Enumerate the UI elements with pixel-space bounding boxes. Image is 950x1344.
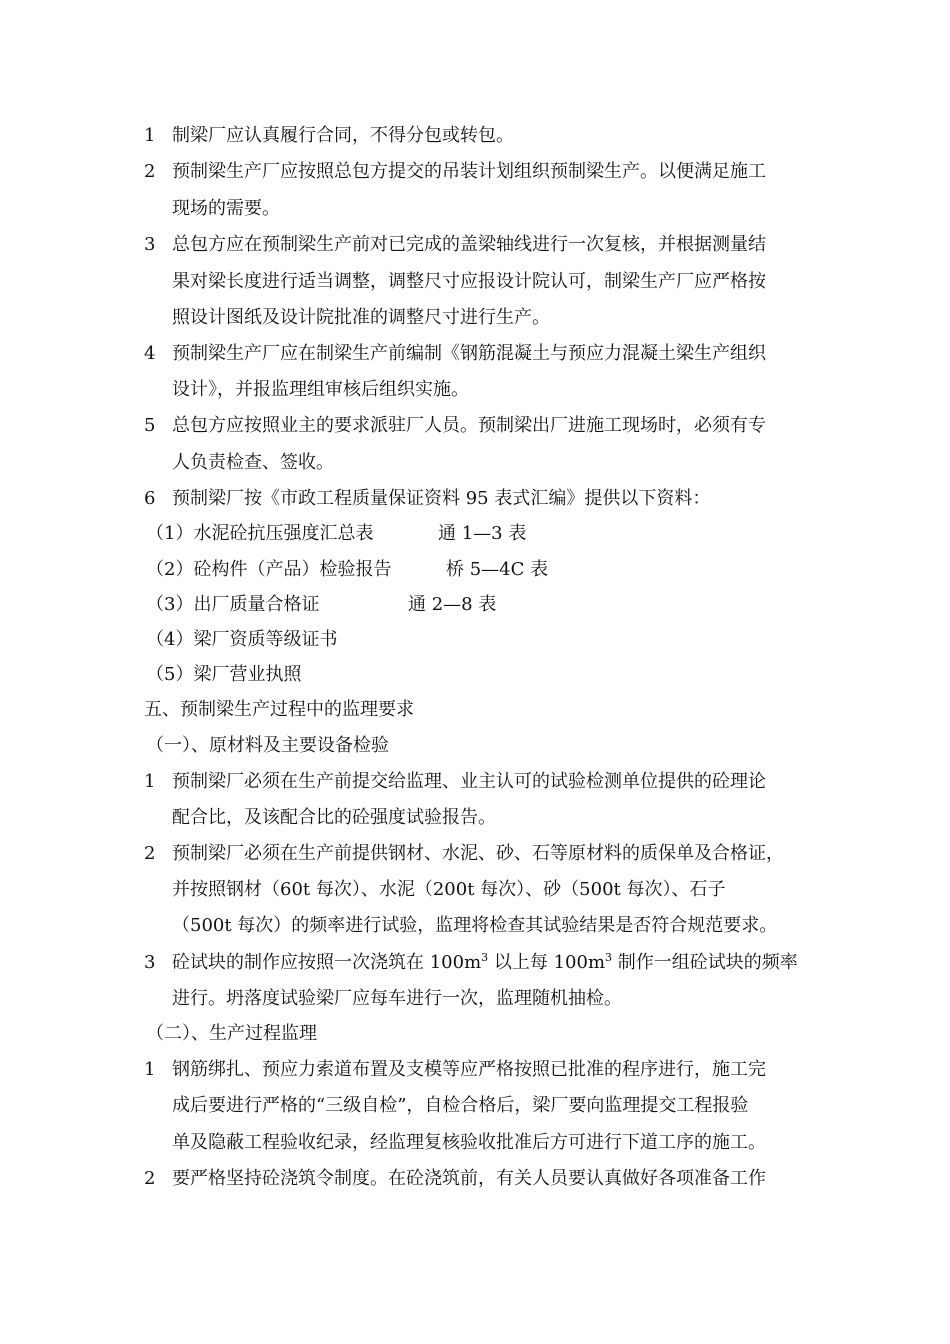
subsection-title: （二）、生产过程监理 <box>146 1023 317 1044</box>
subsection-title: （一）、原材料及主要设备检验 <box>146 735 389 756</box>
item-text: 要严格坚持砼浇筑令制度。在砼浇筑前，有关人员要认真做好各项准备工作 <box>172 1168 766 1189</box>
item-text: 预制梁生产厂应在制梁生产前编制《钢筋混凝土与预应力混凝土梁生产组织 <box>172 343 766 364</box>
material-label: （3）出厂质量合格证 <box>146 594 320 615</box>
item-text: （500t 每次）的频率进行试验，监理将检查其试验结果是否符合规范要求。 <box>172 915 778 936</box>
item-number: 1 <box>144 125 156 146</box>
item-number: 3 <box>144 234 156 255</box>
item-number: 2 <box>144 1168 156 1189</box>
item-text: 预制梁生产厂应按照总包方提交的吊装计划组织预制梁生产。以便满足施工 <box>172 161 766 182</box>
superscript: 3 <box>481 951 489 964</box>
item-number: 1 <box>144 1059 156 1080</box>
item-text: 单及隐蔽工程验收纪录，经监理复核验收批准后方可进行下道工序的施工。 <box>172 1132 766 1153</box>
item-text-part: 制作一组砼试块的频率 <box>612 952 798 973</box>
item-text-part: 以上每 100m <box>488 952 606 973</box>
item-text: 现场的需要。 <box>172 198 280 219</box>
material-label: （5）梁厂营业执照 <box>146 664 302 685</box>
item-text <box>172 951 798 975</box>
item-number: 2 <box>144 843 156 864</box>
item-text: 果对梁长度进行适当调整，调整尺寸应报设计院认可，制梁生产厂应严格按 <box>172 271 766 292</box>
material-label: （1）水泥砼抗压强度汇总表 <box>146 523 374 544</box>
item-text: 制梁厂应认真履行合同，不得分包或转包。 <box>172 125 514 146</box>
item-number: 4 <box>144 343 156 364</box>
item-text-part: 砼试块的制作应按照一次浇筑在 100m <box>172 952 482 973</box>
item-text: 进行。坍落度试验梁厂应每车进行一次，监理随机抽检。 <box>172 988 622 1009</box>
item-text: 成后要进行严格的“三级自检”，自检合格后，梁厂要向监理提交工程报验 <box>172 1095 749 1116</box>
item-text: 总包方应按照业主的要求派驻厂人员。预制梁出厂进施工现场时，必须有专 <box>172 415 766 436</box>
item-number: 2 <box>144 161 156 182</box>
material-code: 通 1—3 表 <box>438 523 527 544</box>
item-text: 照设计图纸及设计院批准的调整尺寸进行生产。 <box>172 307 550 328</box>
item-text: 钢筋绑扎、预应力索道布置及支模等应严格按照已批准的程序进行，施工完 <box>172 1059 766 1080</box>
item-text: 配合比，及该配合比的砼强度试验报告。 <box>172 807 496 828</box>
item-number: 3 <box>144 952 156 973</box>
item-number: 6 <box>144 488 156 509</box>
item-number: 1 <box>144 771 156 792</box>
item-text: 人负责检查、签收。 <box>172 452 334 473</box>
item-text: 设计》，并报监理组审核后组织实施。 <box>172 379 469 400</box>
material-label: （2）砼构件（产品）检验报告 <box>146 559 392 580</box>
item-text: 并按照钢材（60t 每次）、水泥（200t 每次）、砂（500t 每次）、石子 <box>172 879 726 900</box>
superscript: 3 <box>605 951 613 964</box>
item-text: 预制梁厂必须在生产前提供钢材、水泥、砂、石等原材料的质保单及合格证， <box>172 843 784 864</box>
item-text: 总包方应在预制梁生产前对已完成的盖梁轴线进行一次复核，并根据测量结 <box>172 234 766 255</box>
item-text: 预制梁厂必须在生产前提交给监理、业主认可的试验检测单位提供的砼理论 <box>172 771 766 792</box>
material-code: 桥 5—4C 表 <box>446 559 549 580</box>
item-number: 5 <box>144 415 156 436</box>
section-title: 五、预制梁生产过程中的监理要求 <box>144 699 414 720</box>
material-label: （4）梁厂资质等级证书 <box>146 629 338 650</box>
material-code: 通 2—8 表 <box>408 594 497 615</box>
item-text: 预制梁厂按《市政工程质量保证资料 95 表式汇编》提供以下资料： <box>172 488 711 509</box>
